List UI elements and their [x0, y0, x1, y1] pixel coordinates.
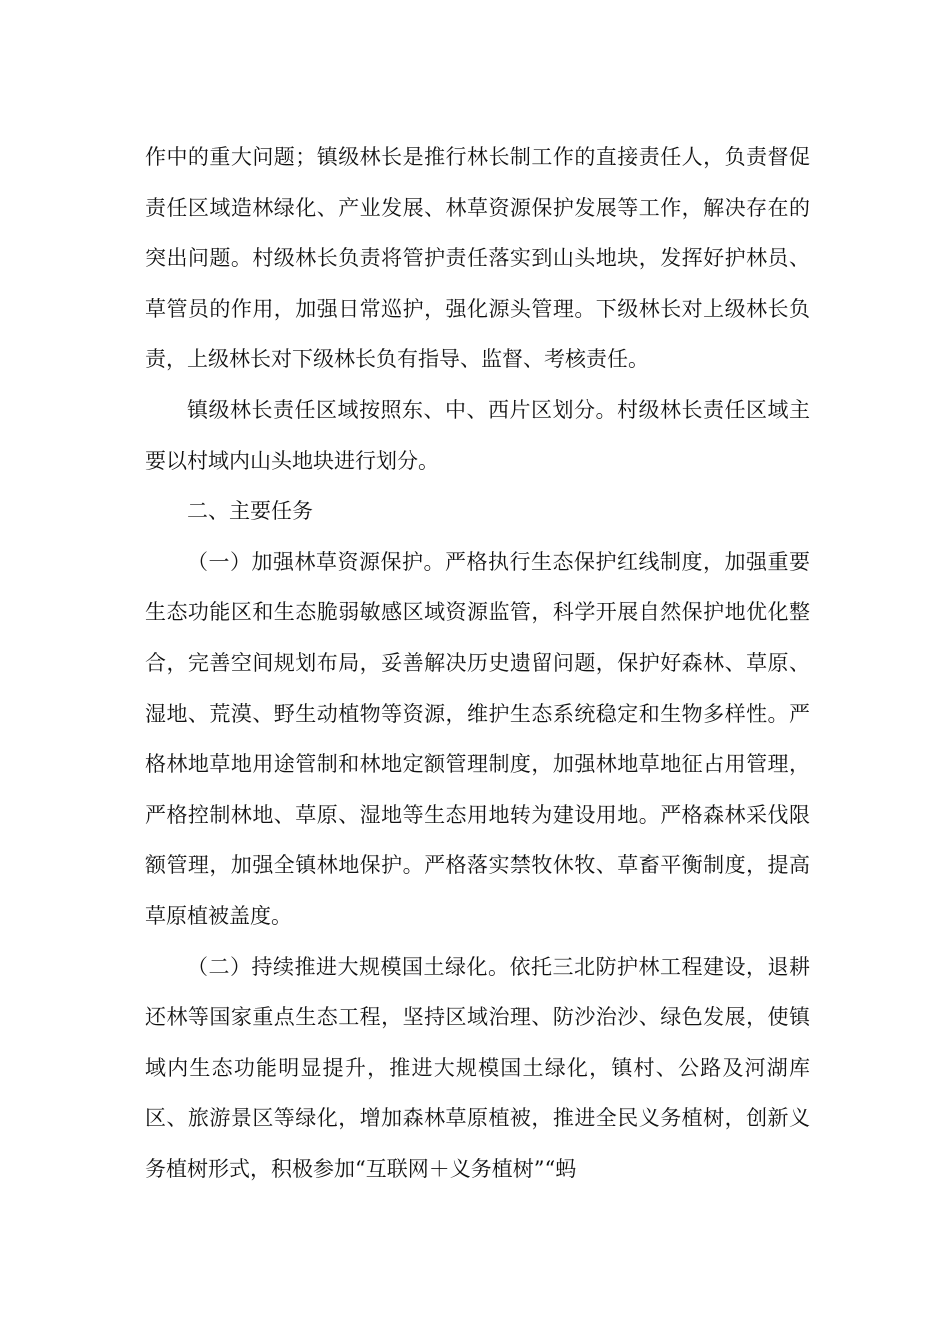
paragraph-task-resource-protection: （一）加强林草资源保护。严格执行生态保护红线制度，加强重要生态功能区和生态脆弱敏感区域资源监管，科学开展自然保护地优化整合，完善空间规划布局，妥善解决历史遗留问题，保护好森林、草原、湿地、荒漠、野生动植物等资源，维护生态系统稳定和生物多样性。严格林地草地用途管制和林地定额管理制度，加强林地草地征占用管理，严格控制林地、草原、湿地等生态用地转为建设用地。严格森林采伐限额管理，加强全镇林地保护。严格落实禁牧休牧、草畜平衡制度，提高草原植被盖度。 — [145, 549, 810, 928]
document-body — [145, 132, 810, 1194]
paragraph-responsibility-areas: 镇级林长责任区域按照东、中、西片区划分。村级林长责任区域主要以村域内山头地块进行划分。 — [145, 397, 810, 473]
paragraph-task-land-greening: （二）持续推进大规模国土绿化。依托三北防护林工程建设，退耕还林等国家重点生态工程，坚持区域治理、防沙治沙、绿色发展，使镇域内生态功能明显提升，推进大规模国土绿化，镇村、公路及河湖库区、旅游景区等绿化，增加森林草原植被，推进全民义务植树，创新义务植树形式，积极参加“互联网＋义务植树”“蚂 — [145, 954, 810, 1181]
paragraph-continued-responsibilities: 作中的重大问题；镇级林长是推行林长制工作的直接责任人，负责督促责任区域造林绿化、产业发展、林草资源保护发展等工作，解决存在的突出问题。村级林长负责将管护责任落实到山头地块，发挥好护林员、草管员的作用，加强日常巡护，强化源头管理。下级林长对上级林长负责，上级林长对下级林长负有指导、监督、考核责任。 — [145, 145, 810, 372]
section-heading-main-tasks: 二、主要任务 — [187, 499, 313, 524]
